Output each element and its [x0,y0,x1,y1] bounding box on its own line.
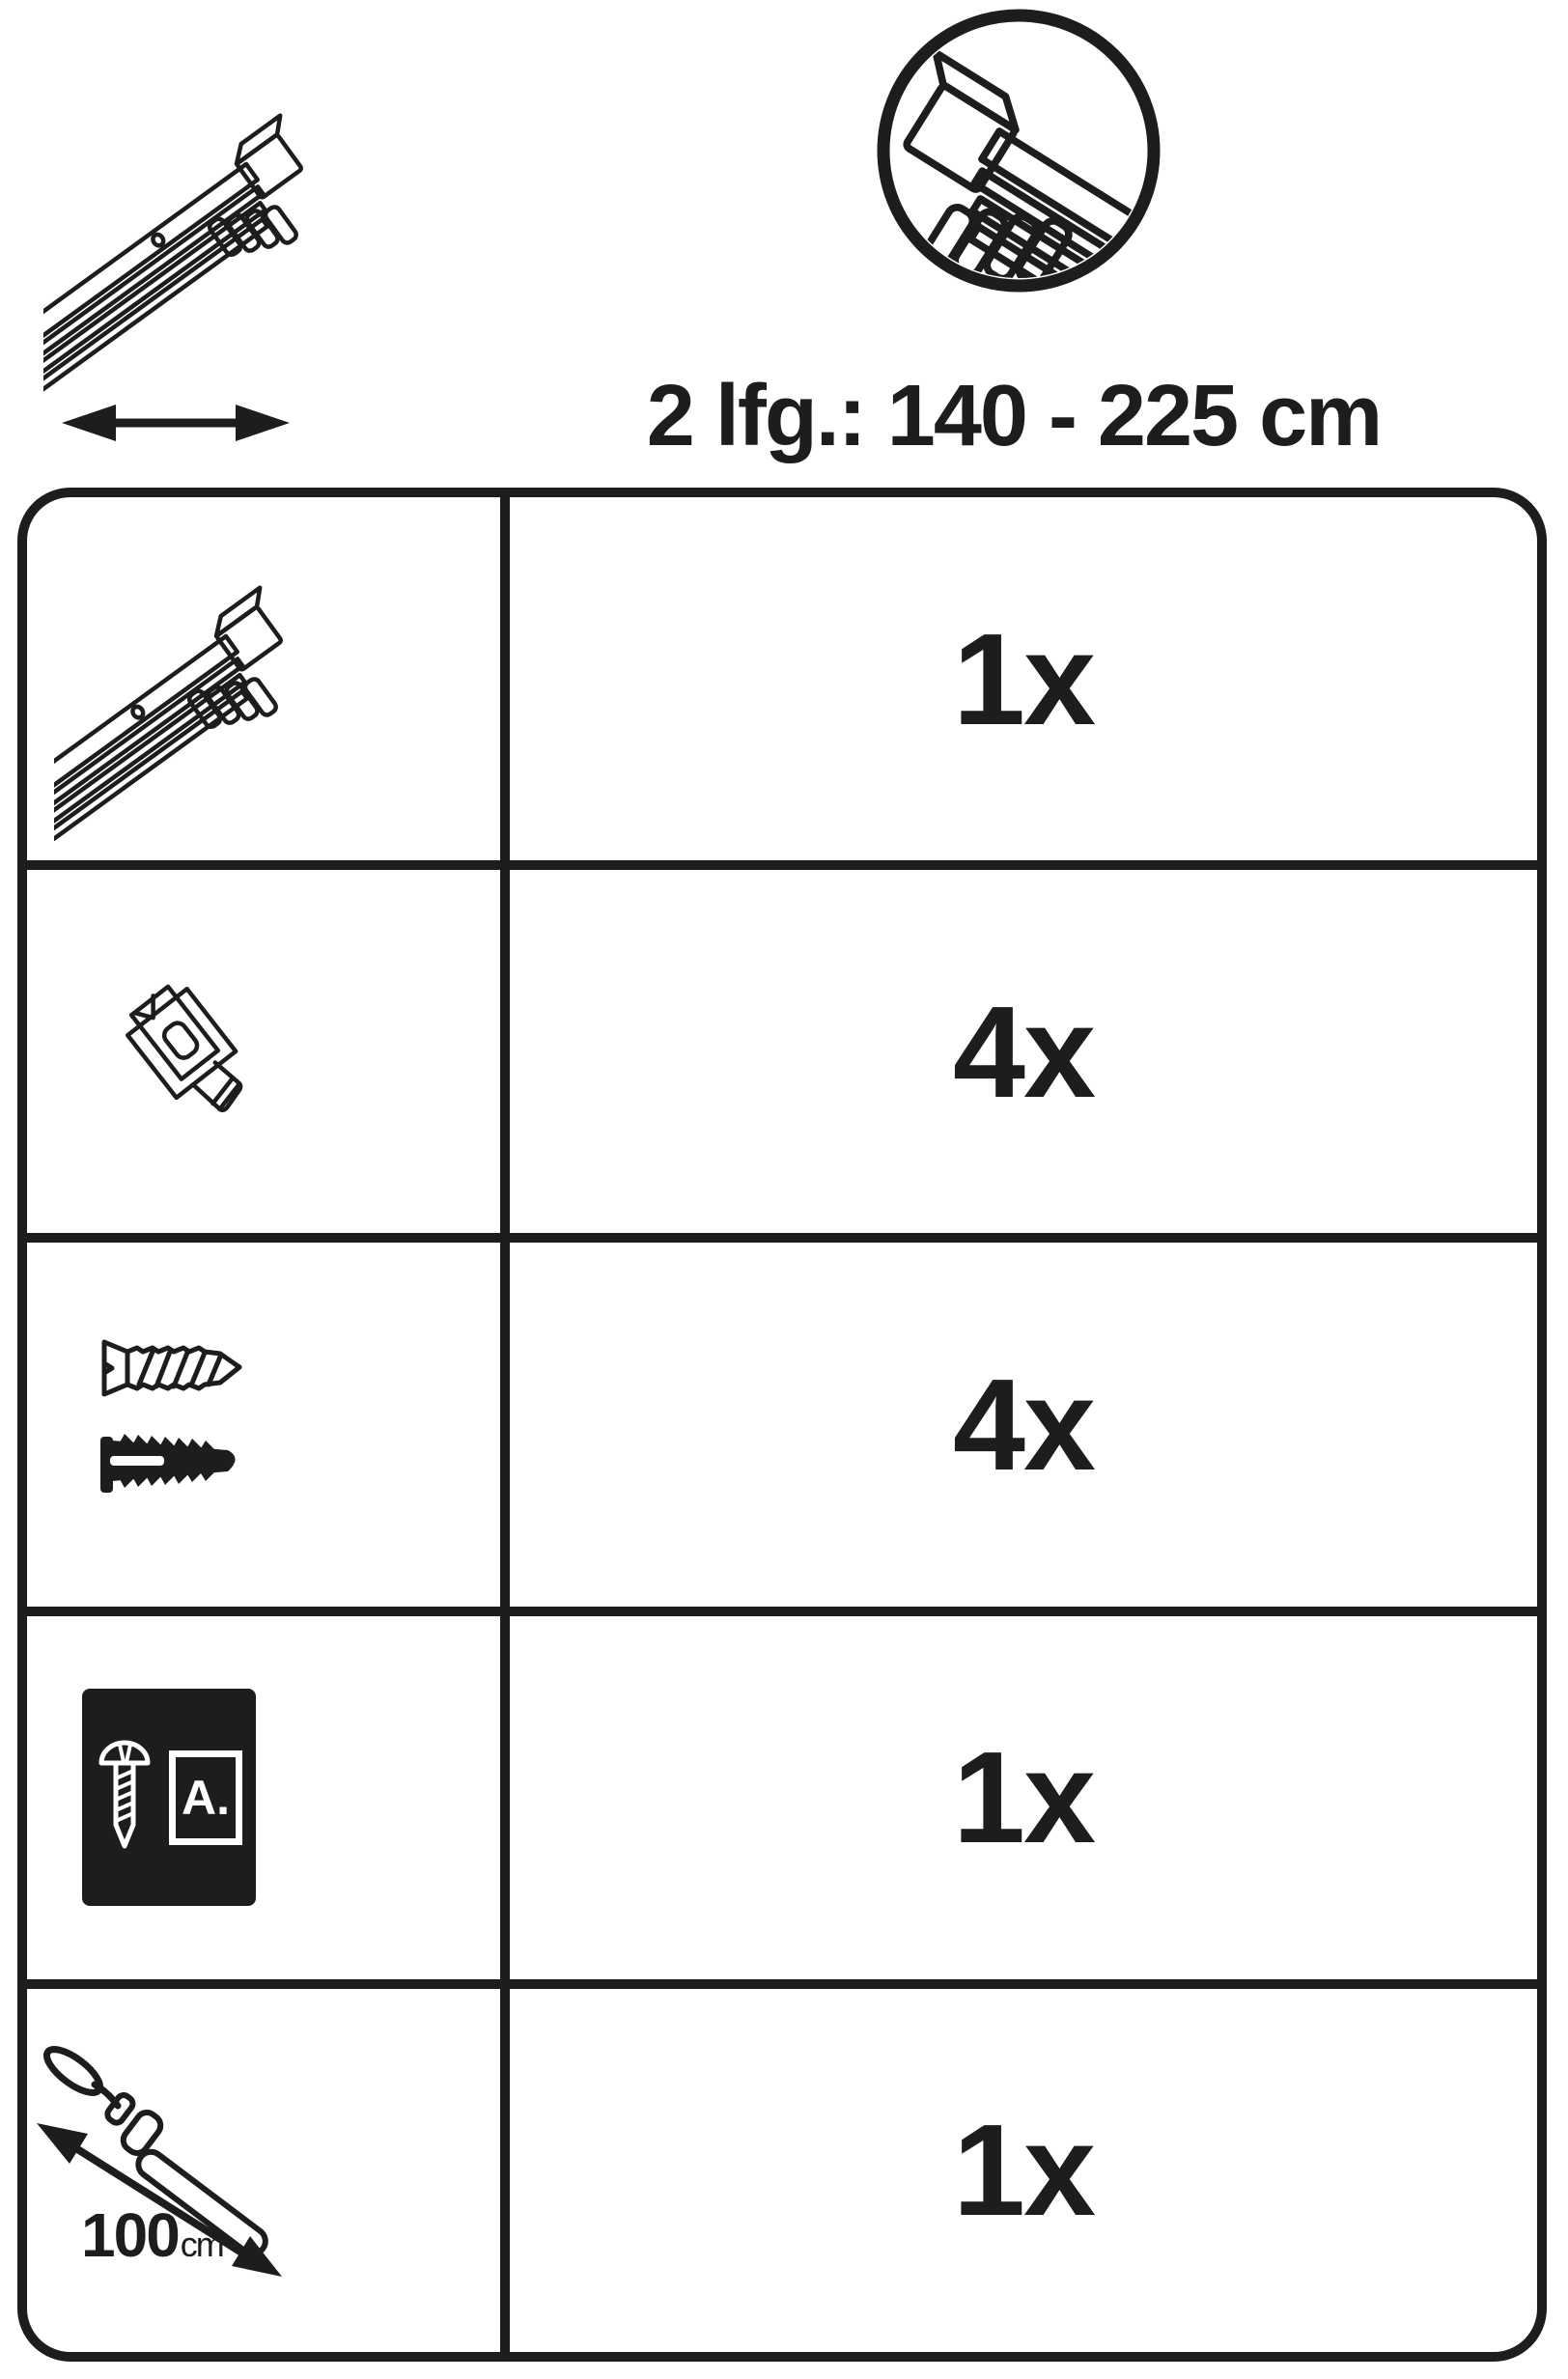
width-range-arrow-icon [60,398,292,448]
table-row-pack-a [27,1607,1537,1979]
pan-head-screw-icon [96,1730,154,1865]
table-row-pull-cord [27,1979,1537,2352]
size-range-label: 2 lfg.: 140 - 225 cm [646,368,1382,464]
table-row-curtain-track [27,497,1537,860]
pack-a-cell [27,1616,510,1979]
parts-table [17,488,1547,2362]
pack-a-label: A. [182,1770,230,1825]
curtain-track-drawing [43,72,304,410]
quantity-label: 1x [952,1724,1095,1871]
cord-length-value: 100 [81,2199,179,2270]
screw-wall-plug-icon [93,1329,271,1522]
quantity-label: 1x [952,605,1095,752]
table-row-screw-plug [27,1233,1537,1606]
pull-cord-cell [27,1989,510,2352]
track-end-detail-circle [874,6,1163,295]
curtain-track-cell [27,497,510,860]
screw-plug-cell [27,1243,510,1606]
cord-length-label [81,2199,223,2271]
cord-length-unit: cm [180,2224,223,2264]
quantity-label: 4x [952,1352,1095,1497]
quantity-label: 4x [952,978,1095,1125]
quantity-label: 1x [952,2097,1095,2244]
pack-a-square [169,1750,242,1845]
table-row-bracket [27,860,1537,1233]
curtain-track-icon [54,551,286,841]
bracket-cell [27,870,510,1233]
accessory-pack-badge [82,1689,256,1906]
mounting-bracket-icon [112,960,257,1143]
